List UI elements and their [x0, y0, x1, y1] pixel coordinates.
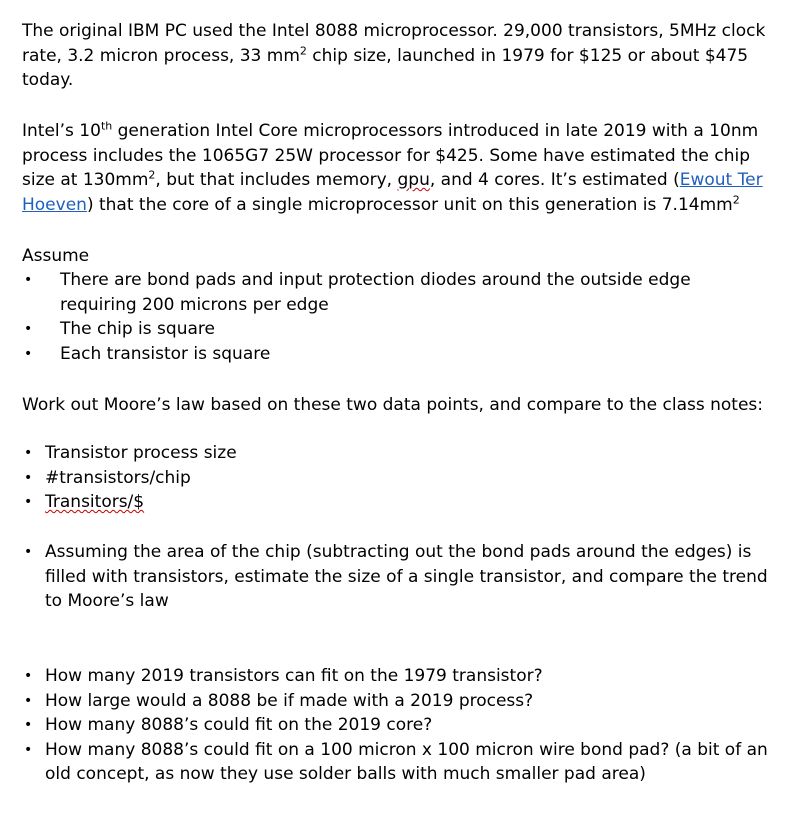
bullet: • — [24, 668, 33, 684]
list-item-text: #transistors/chip — [45, 467, 191, 488]
moores-law-metrics-list — [22, 441, 782, 515]
list-item — [22, 466, 782, 491]
paragraph-text: Intel’s 10 — [22, 121, 101, 141]
paragraph-text: generation Intel Core microprocessors introduced in late 2019 with a 10nm process includes the 1065G7 25W processor for $425. Some have estimated the chip size at 130mm — [22, 121, 759, 191]
bullet: • — [24, 741, 33, 758]
paragraph-text: The original IBM PC used the Intel 8088 microprocessor. 29,000 transistors, 5MHz clock rate, 3.2 micron process, 33 mm — [22, 21, 766, 66]
list-item — [22, 540, 782, 614]
ewout-ter-hoeven-link[interactable]: Ewout Ter Hoeven — [22, 170, 763, 215]
list-item — [22, 738, 782, 787]
bullet: • — [24, 717, 33, 734]
list-item — [22, 268, 722, 317]
spellcheck-word: gpu — [397, 170, 430, 191]
bullet: • — [24, 272, 33, 288]
transistor-size-list — [22, 540, 782, 614]
superscript: 2 — [148, 168, 156, 182]
bullet: • — [24, 544, 33, 560]
assume-heading: Assume — [22, 246, 90, 266]
list-item-text: How many 2019 transistors can fit on the 1979 transistor? — [45, 666, 543, 686]
list-item-text: The chip is square — [60, 319, 215, 340]
list-item — [22, 689, 782, 714]
list-item-text: Transistor process size — [45, 443, 237, 463]
list-item — [22, 490, 782, 515]
bullet: • — [24, 321, 33, 338]
paragraph-text: , and 4 cores. It’s estimated ( — [429, 170, 680, 191]
bullet: • — [24, 692, 33, 709]
list-item — [22, 713, 782, 738]
list-item-text: There are bond pads and input protection diodes around the outside edge requiring 200 microns per edge — [60, 270, 691, 315]
list-item-text: Assuming the area of the chip (subtracting out the bond pads around the edges) is filled with transistors, estimate the size of a single transistor, and compare the trend to Moore’s law — [45, 542, 768, 612]
paragraph-text: , but that includes memory, — [155, 170, 398, 191]
list-item — [22, 342, 722, 367]
list-item-text: How large would a 8088 be if made with a 2019 process? — [45, 690, 534, 711]
questions-list — [22, 664, 782, 787]
list-item — [22, 317, 722, 342]
superscript: th — [100, 119, 113, 133]
superscript: 2 — [299, 43, 307, 57]
bullet: • — [24, 494, 33, 511]
list-item-text: Each transistor is square — [60, 343, 271, 364]
paragraph-ibm-pc — [22, 19, 772, 93]
work-out-instruction: Work out Moore’s law based on these two data points, and compare to the class notes: — [22, 395, 764, 415]
superscript: 2 — [732, 193, 740, 207]
bullet: • — [24, 445, 33, 461]
list-item-text: Transitors/$ — [45, 492, 145, 513]
bullet: • — [24, 469, 33, 486]
list-item-text: How many 8088’s could fit on a 100 micron x 100 micron wire bond pad? (a bit of an old concept, as now they use solder balls with much smaller pad area) — [45, 739, 768, 785]
list-item — [22, 664, 782, 689]
paragraph-intel-10th-gen — [22, 119, 772, 217]
bullet: • — [24, 345, 33, 362]
list-item — [22, 441, 782, 466]
assume-list — [22, 268, 722, 366]
paragraph-text: ) that the core of a single microprocessor unit on this generation is 7.14mm — [86, 194, 733, 215]
list-item-text: How many 8088’s could fit on the 2019 core? — [45, 715, 433, 736]
paragraph-text: chip size, launched in 1979 for $125 or about $475 today. — [22, 45, 749, 91]
